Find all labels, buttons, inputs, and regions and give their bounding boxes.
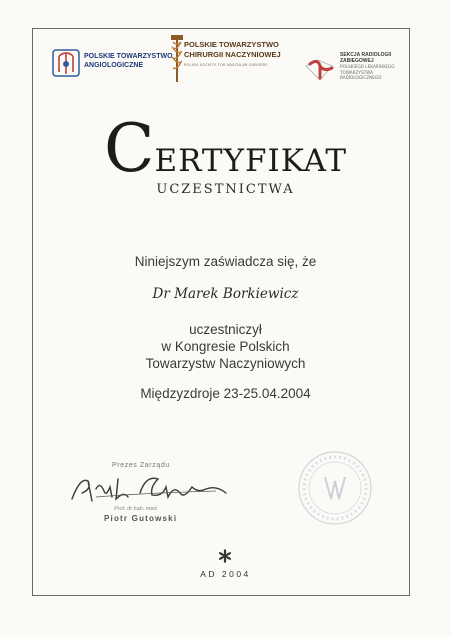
body-line-1: uczestniczył bbox=[189, 322, 262, 337]
official-stamp bbox=[295, 447, 375, 529]
title-rest: ERTYFIKAT bbox=[154, 143, 348, 179]
logo-right-line5: RADIOLOGICZNEGO bbox=[340, 75, 382, 80]
logo-left-line2: ANGIOLOGICZNE bbox=[84, 62, 144, 69]
ornament-flower-icon bbox=[218, 549, 232, 563]
logo-left-line1: POLSKIE TOWARZYSTWO bbox=[84, 53, 173, 60]
logo-polskie-towarzystwo-angiologiczne bbox=[50, 46, 173, 86]
title-initial: C bbox=[103, 110, 155, 187]
intro-text: Niniejszym zaświadcza się, że bbox=[134, 254, 317, 269]
handwritten-signature bbox=[66, 467, 236, 507]
logo-mid-subtitle: POLISH SOCIETY FOR VASCULAR SURGERY bbox=[184, 63, 268, 67]
logo-right-line3: POLSKIEGO LEKARSKIEGO bbox=[340, 64, 395, 69]
logo-mid-line2: CHIRURGII NACZYNIOWEJ bbox=[184, 50, 281, 59]
logo-sekcja-radiologii-zabiegowej bbox=[302, 52, 402, 102]
logo-right-line2: ZABIEGOWEJ bbox=[340, 58, 374, 64]
logo-right-line4: TOWARZYSTWA bbox=[340, 69, 373, 75]
footer-year: AD 2004 bbox=[200, 569, 251, 579]
recipient-name: Dr Marek Borkiewicz bbox=[152, 286, 299, 302]
logo-polskie-towarzystwo-chirurgii-naczyniowej bbox=[170, 34, 295, 86]
header-logos bbox=[0, 0, 451, 110]
signatory-title: Prof. dr hab. med. bbox=[114, 506, 159, 512]
body-line-3: Towarzystw Naczyniowych bbox=[145, 356, 306, 371]
logo-right-line1: SEKCJA RADIOLOGII bbox=[340, 52, 392, 58]
signatory-name: Piotr Gutowski bbox=[104, 514, 178, 523]
body-line-2: w Kongresie Polskich bbox=[161, 339, 290, 354]
certificate-title bbox=[0, 110, 451, 187]
vascular-surgery-emblem-icon bbox=[170, 34, 184, 86]
signatory-role: Prezes Zarządu bbox=[112, 462, 170, 469]
place-and-date: Międzyzdroje 23-25.04.2004 bbox=[140, 386, 311, 401]
logo-mid-line1: POLSKIE TOWARZYSTWO bbox=[184, 40, 279, 49]
radiology-emblem-icon bbox=[302, 52, 338, 84]
angiology-emblem-icon bbox=[50, 46, 82, 82]
certificate-subtitle: UCZESTNICTWA bbox=[156, 182, 295, 197]
